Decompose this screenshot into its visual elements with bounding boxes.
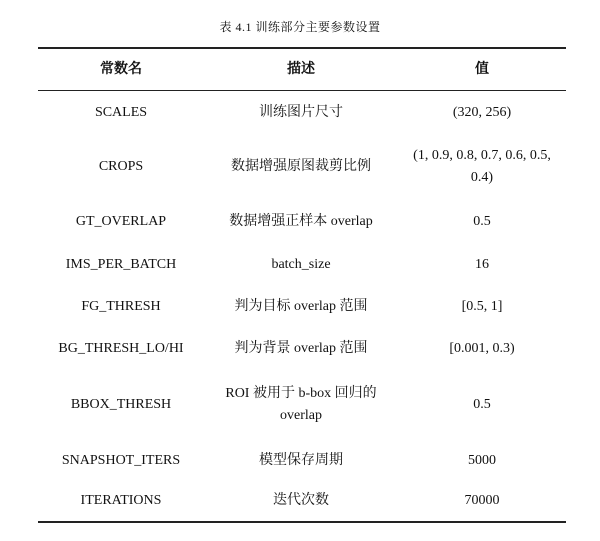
row-description: 数据增强原图裁剪比例 xyxy=(231,159,371,174)
row-name: FG_THRESH xyxy=(81,299,161,314)
row-name: GT_OVERLAP xyxy=(75,214,167,229)
row-name: SCALES xyxy=(94,104,148,120)
row-description: ROI 被用于 b-box 回归的 overlap xyxy=(225,386,377,423)
table-row xyxy=(38,328,566,370)
row-description: 数据增强正样本 overlap xyxy=(229,214,373,229)
row-name: ITERATIONS xyxy=(80,493,162,508)
table-row xyxy=(38,91,566,134)
row-description: 模型保存周期 xyxy=(259,453,343,468)
table-row xyxy=(38,244,566,286)
table-bottom-rule xyxy=(38,521,566,523)
row-description: batch_size xyxy=(271,257,331,272)
table-caption: 表 4.1 训练部分主要参数设置 xyxy=(219,20,381,34)
table-header xyxy=(38,49,566,90)
row-value: 5000 xyxy=(468,453,496,468)
row-value: (1, 0.9, 0.8, 0.7, 0.6, 0.5, 0.4) xyxy=(413,148,551,185)
table-row xyxy=(38,134,566,200)
table-row xyxy=(38,286,566,328)
row-name: BBOX_THRESH xyxy=(70,397,172,412)
row-description: 判为目标 overlap 范围 xyxy=(234,299,368,314)
row-name: CROPS xyxy=(98,159,144,174)
row-value: 0.5 xyxy=(473,397,491,412)
table-row xyxy=(38,440,566,482)
header-value: 值 xyxy=(475,61,489,77)
row-value: 16 xyxy=(475,257,489,272)
row-description: 迭代次数 xyxy=(273,493,329,508)
row-description: 训练图片尺寸 xyxy=(259,104,343,120)
table-row xyxy=(38,482,566,520)
table-body xyxy=(38,91,566,520)
row-value: 70000 xyxy=(464,493,500,508)
row-description: 判为背景 overlap 范围 xyxy=(234,341,368,356)
row-value: (320, 256) xyxy=(452,104,512,120)
table-row xyxy=(38,370,566,440)
row-name: IMS_PER_BATCH xyxy=(65,257,177,272)
header-constant-name: 常数名 xyxy=(100,61,142,77)
row-value: [0.001, 0.3) xyxy=(449,341,515,356)
row-value: 0.5 xyxy=(473,214,491,229)
table-row xyxy=(38,200,566,244)
header-description: 描述 xyxy=(287,61,315,77)
row-name: SNAPSHOT_ITERS xyxy=(61,453,181,468)
row-value: [0.5, 1] xyxy=(461,299,503,314)
row-name: BG_THRESH_LO/HI xyxy=(58,341,184,356)
